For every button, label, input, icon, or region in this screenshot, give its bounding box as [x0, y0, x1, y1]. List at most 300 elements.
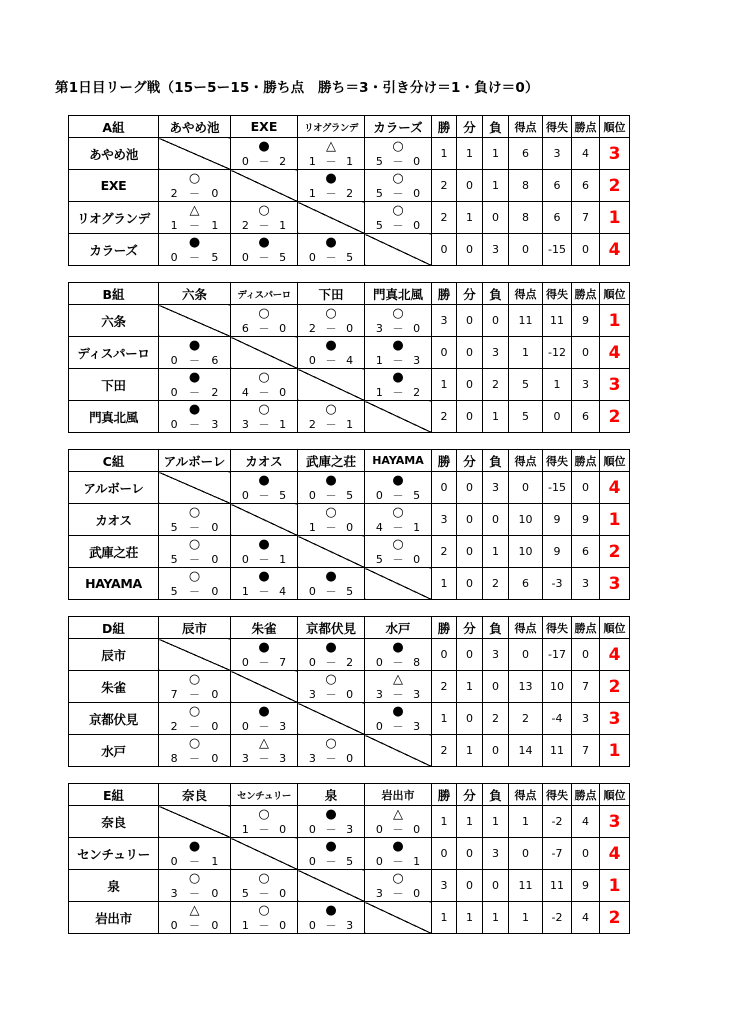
stat-value: 0	[432, 639, 457, 671]
stat-value: 2	[483, 369, 509, 401]
score-against: 1	[346, 418, 354, 431]
score-dash: －	[325, 585, 337, 598]
result-win-icon: ○	[392, 171, 404, 186]
team-name: リオグランデ	[69, 202, 159, 234]
match-score	[298, 823, 364, 836]
group-name: A組	[69, 116, 159, 138]
score-dash: －	[188, 720, 200, 733]
result-win-icon: ○	[325, 306, 337, 321]
table-row	[69, 703, 630, 735]
score-dash: －	[188, 887, 200, 900]
stat-value: -7	[543, 838, 572, 870]
score-against: 0	[211, 887, 219, 900]
stat-value: 1	[457, 902, 483, 934]
match-result	[365, 472, 432, 504]
stat-value: 2	[432, 202, 457, 234]
self-match-cell	[231, 671, 298, 703]
score-for: 6	[241, 322, 249, 335]
stat-value: 9	[543, 536, 572, 568]
match-score	[159, 219, 230, 232]
match-result	[365, 504, 432, 536]
stat-value: 0	[457, 870, 483, 902]
stat-value: 6	[509, 138, 543, 170]
team-header: 武庫之荘	[298, 450, 365, 472]
team-header: 水戸	[365, 617, 432, 639]
score-dash: －	[392, 656, 404, 669]
stat-value: 1	[457, 806, 483, 838]
stat-value: 0	[483, 202, 509, 234]
match-score	[159, 752, 230, 765]
match-result	[298, 170, 365, 202]
stat-value: 11	[509, 305, 543, 337]
match-score	[365, 187, 431, 200]
match-result	[298, 305, 365, 337]
stat-value: 0	[483, 735, 509, 767]
team-header: EXE	[231, 116, 298, 138]
score-dash: －	[392, 553, 404, 566]
match-result	[298, 902, 365, 934]
result-win-icon: ○	[258, 402, 270, 417]
score-for: 5	[170, 521, 178, 534]
score-for: 5	[170, 585, 178, 598]
match-score	[231, 251, 297, 264]
table-row	[69, 401, 630, 433]
score-against: 1	[279, 219, 287, 232]
match-result	[365, 639, 432, 671]
score-against: 0	[346, 688, 354, 701]
team-header: 岩出市	[365, 784, 432, 806]
match-result	[298, 337, 365, 369]
stat-value: 6	[572, 401, 600, 433]
match-result	[159, 202, 231, 234]
match-result	[231, 735, 298, 767]
team-header: カオス	[231, 450, 298, 472]
team-name: 京都伏見	[69, 703, 159, 735]
score-against: 2	[211, 386, 219, 399]
self-match-cell	[159, 806, 231, 838]
match-result	[159, 369, 231, 401]
stat-header: 勝	[432, 784, 457, 806]
stat-header: 順位	[600, 116, 630, 138]
stat-header: 分	[457, 116, 483, 138]
score-dash: －	[325, 418, 337, 431]
stat-header: 分	[457, 784, 483, 806]
stat-value: 3	[483, 234, 509, 266]
score-for: 3	[375, 322, 383, 335]
score-for: 0	[241, 553, 249, 566]
score-against: 2	[413, 386, 421, 399]
stat-value: 8	[509, 202, 543, 234]
match-result	[365, 170, 432, 202]
score-dash: －	[392, 219, 404, 232]
score-dash: －	[392, 855, 404, 868]
self-match-cell	[231, 170, 298, 202]
score-against: 3	[346, 823, 354, 836]
match-score	[159, 354, 230, 367]
score-dash: －	[258, 322, 270, 335]
score-against: 0	[211, 720, 219, 733]
team-header: 門真北風	[365, 283, 432, 305]
stat-value: 3	[572, 703, 600, 735]
score-for: 7	[170, 688, 178, 701]
stat-value: 1	[457, 138, 483, 170]
score-against: 0	[413, 887, 421, 900]
score-against: 5	[211, 251, 219, 264]
score-dash: －	[258, 251, 270, 264]
score-against: 0	[413, 155, 421, 168]
match-score	[298, 354, 364, 367]
score-dash: －	[188, 521, 200, 534]
team-header: リオグランデ	[298, 116, 365, 138]
score-dash: －	[258, 720, 270, 733]
result-loss-icon: ●	[258, 139, 270, 154]
result-win-icon: ○	[325, 505, 337, 520]
match-score	[298, 585, 364, 598]
match-score	[231, 823, 297, 836]
table-row	[69, 472, 630, 504]
team-header: HAYAMA	[365, 450, 432, 472]
stat-value: 3	[432, 870, 457, 902]
score-dash: －	[325, 251, 337, 264]
match-result	[231, 401, 298, 433]
score-dash: －	[392, 489, 404, 502]
score-against: 0	[279, 919, 287, 932]
score-dash: －	[258, 823, 270, 836]
result-win-icon: ○	[188, 704, 201, 719]
result-win-icon: ○	[258, 203, 270, 218]
stat-value: -2	[543, 902, 572, 934]
stat-value: 0	[509, 472, 543, 504]
score-dash: －	[258, 656, 270, 669]
score-against: 5	[346, 251, 354, 264]
match-score	[298, 489, 364, 502]
table-row	[69, 639, 630, 671]
score-for: 0	[241, 251, 249, 264]
stat-value: 1	[483, 170, 509, 202]
stat-value: 6	[543, 170, 572, 202]
score-for: 0	[170, 354, 178, 367]
stat-value: 0	[457, 703, 483, 735]
match-score	[231, 585, 297, 598]
score-against: 0	[413, 823, 421, 836]
stat-header: 負	[483, 450, 509, 472]
stat-value: -15	[543, 234, 572, 266]
stat-header: 得失	[543, 784, 572, 806]
rank-value: 3	[600, 568, 630, 600]
self-match-cell	[231, 504, 298, 536]
result-win-icon: ○	[188, 171, 201, 186]
score-against: 0	[211, 752, 219, 765]
team-name: ディスパーロ	[69, 337, 159, 369]
rank-value: 4	[600, 234, 630, 266]
match-score	[365, 489, 431, 502]
match-score	[365, 155, 431, 168]
score-dash: －	[188, 418, 200, 431]
league-table-4	[68, 616, 630, 767]
stat-value: 1	[432, 138, 457, 170]
result-loss-icon: ●	[188, 370, 201, 385]
score-against: 3	[413, 720, 421, 733]
match-score	[159, 521, 230, 534]
result-win-icon: ○	[188, 505, 201, 520]
team-name: EXE	[69, 170, 159, 202]
result-win-icon: ○	[188, 569, 201, 584]
stat-value: 3	[432, 305, 457, 337]
team-header: あやめ池	[159, 116, 231, 138]
team-header: 京都伏見	[298, 617, 365, 639]
stat-value: 1	[483, 401, 509, 433]
result-draw-icon: △	[326, 139, 336, 154]
match-result	[159, 337, 231, 369]
rank-value: 4	[600, 337, 630, 369]
stat-value: -17	[543, 639, 572, 671]
score-against: 3	[279, 752, 287, 765]
match-result	[298, 401, 365, 433]
match-result	[231, 902, 298, 934]
score-for: 5	[375, 553, 383, 566]
score-against: 0	[413, 553, 421, 566]
match-score	[298, 322, 364, 335]
match-result	[365, 838, 432, 870]
match-result	[298, 138, 365, 170]
score-against: 5	[279, 489, 287, 502]
self-match-cell	[298, 369, 365, 401]
stat-header: 順位	[600, 283, 630, 305]
stat-value: 0	[432, 472, 457, 504]
stat-header: 得点	[509, 283, 543, 305]
stat-value: 0	[572, 639, 600, 671]
score-against: 1	[413, 855, 421, 868]
score-for: 0	[241, 656, 249, 669]
score-against: 5	[413, 489, 421, 502]
match-result	[231, 870, 298, 902]
stat-value: 9	[572, 305, 600, 337]
stat-header: 勝点	[572, 283, 600, 305]
score-for: 3	[308, 752, 316, 765]
team-name: 辰市	[69, 639, 159, 671]
score-for: 0	[375, 720, 383, 733]
score-dash: －	[258, 386, 270, 399]
score-dash: －	[392, 688, 404, 701]
result-loss-icon: ●	[325, 807, 337, 822]
score-against: 8	[413, 656, 421, 669]
score-against: 3	[413, 354, 421, 367]
score-for: 0	[170, 386, 178, 399]
result-loss-icon: ●	[258, 569, 270, 584]
stat-value: 3	[483, 337, 509, 369]
score-dash: －	[188, 688, 200, 701]
match-score	[159, 418, 230, 431]
stat-header: 得点	[509, 450, 543, 472]
score-for: 0	[241, 155, 249, 168]
table-row	[69, 337, 630, 369]
result-win-icon: ○	[325, 402, 337, 417]
score-against: 0	[279, 322, 287, 335]
score-dash: －	[325, 354, 337, 367]
table-row	[69, 504, 630, 536]
stat-value: 11	[543, 735, 572, 767]
match-result	[365, 202, 432, 234]
score-dash: －	[258, 919, 270, 932]
rank-value: 1	[600, 870, 630, 902]
self-match-cell	[298, 536, 365, 568]
stat-value: 0	[432, 838, 457, 870]
match-result	[231, 138, 298, 170]
match-score	[231, 418, 297, 431]
team-header: カラーズ	[365, 116, 432, 138]
score-against: 1	[211, 855, 219, 868]
rank-value: 3	[600, 806, 630, 838]
stat-value: 0	[572, 838, 600, 870]
match-score	[365, 823, 431, 836]
match-result	[159, 234, 231, 266]
header-row	[69, 116, 630, 138]
match-score	[298, 688, 364, 701]
stat-value: 4	[572, 806, 600, 838]
score-against: 0	[211, 585, 219, 598]
match-score	[365, 656, 431, 669]
result-loss-icon: ●	[325, 569, 337, 584]
stat-value: 0	[483, 504, 509, 536]
stat-header: 得失	[543, 283, 572, 305]
score-for: 3	[375, 887, 383, 900]
stat-value: 10	[509, 536, 543, 568]
page-title: 第1日目リーグ戦（15ー5ー15・勝ち点 勝ち＝3・引き分け＝1・負け＝0）	[55, 80, 539, 96]
score-dash: －	[392, 823, 404, 836]
rank-value: 1	[600, 735, 630, 767]
score-against: 3	[279, 720, 287, 733]
score-against: 5	[346, 855, 354, 868]
score-against: 0	[413, 187, 421, 200]
match-result	[231, 703, 298, 735]
result-win-icon: ○	[188, 871, 201, 886]
score-dash: －	[325, 823, 337, 836]
league-table-2	[68, 282, 630, 433]
result-draw-icon: △	[393, 672, 403, 687]
match-score	[159, 887, 230, 900]
match-score	[231, 887, 297, 900]
score-for: 0	[170, 919, 178, 932]
result-win-icon: ○	[392, 203, 404, 218]
score-dash: －	[392, 322, 404, 335]
result-win-icon: ○	[258, 370, 270, 385]
score-dash: －	[258, 155, 270, 168]
team-header: 六条	[159, 283, 231, 305]
stat-header: 分	[457, 617, 483, 639]
stat-value: 13	[509, 671, 543, 703]
stat-value: 7	[572, 202, 600, 234]
result-draw-icon: △	[189, 903, 200, 918]
stat-value: 2	[483, 568, 509, 600]
table-row	[69, 870, 630, 902]
team-header: 奈良	[159, 784, 231, 806]
stat-value: 9	[572, 504, 600, 536]
match-score	[298, 656, 364, 669]
match-result	[159, 671, 231, 703]
score-for: 1	[170, 219, 178, 232]
team-name: 水戸	[69, 735, 159, 767]
score-dash: －	[188, 386, 200, 399]
result-loss-icon: ●	[325, 839, 337, 854]
stat-value: 14	[509, 735, 543, 767]
group-name: C組	[69, 450, 159, 472]
stat-header: 得点	[509, 617, 543, 639]
score-for: 0	[170, 418, 178, 431]
table-row	[69, 838, 630, 870]
match-result	[159, 401, 231, 433]
score-against: 0	[413, 219, 421, 232]
header-row	[69, 617, 630, 639]
stat-value: 2	[432, 671, 457, 703]
stat-value: 1	[543, 369, 572, 401]
match-result	[159, 536, 231, 568]
result-loss-icon: ●	[392, 839, 404, 854]
table-row	[69, 369, 630, 401]
stat-header: 負	[483, 283, 509, 305]
match-result	[365, 337, 432, 369]
rank-value: 2	[600, 902, 630, 934]
result-draw-icon: △	[259, 736, 269, 751]
score-for: 2	[170, 187, 178, 200]
team-header: センチュリー	[231, 784, 298, 806]
score-dash: －	[392, 887, 404, 900]
stat-value: 0	[543, 401, 572, 433]
score-against: 3	[211, 418, 219, 431]
stat-value: 1	[432, 703, 457, 735]
result-loss-icon: ●	[392, 370, 404, 385]
stat-value: 10	[509, 504, 543, 536]
stat-value: 9	[572, 870, 600, 902]
score-against: 1	[279, 553, 287, 566]
stat-value: 0	[509, 639, 543, 671]
team-name: カラーズ	[69, 234, 159, 266]
score-dash: －	[188, 251, 200, 264]
stat-value: 0	[457, 337, 483, 369]
score-dash: －	[188, 752, 200, 765]
stat-value: 1	[509, 806, 543, 838]
result-loss-icon: ●	[258, 473, 270, 488]
stat-value: 0	[457, 504, 483, 536]
group-name: E組	[69, 784, 159, 806]
result-loss-icon: ●	[188, 839, 201, 854]
stat-value: 5	[509, 369, 543, 401]
score-for: 0	[308, 855, 316, 868]
self-match-cell	[298, 703, 365, 735]
stat-value: 0	[457, 401, 483, 433]
score-against: 0	[346, 752, 354, 765]
stat-header: 勝	[432, 617, 457, 639]
score-for: 2	[308, 322, 316, 335]
stat-value: 0	[457, 234, 483, 266]
match-result	[231, 305, 298, 337]
match-result	[298, 838, 365, 870]
score-against: 2	[279, 155, 287, 168]
header-row	[69, 283, 630, 305]
table-row	[69, 202, 630, 234]
score-dash: －	[392, 386, 404, 399]
score-against: 4	[279, 585, 287, 598]
score-for: 3	[241, 752, 249, 765]
match-score	[365, 354, 431, 367]
score-for: 0	[308, 489, 316, 502]
result-win-icon: ○	[392, 505, 404, 520]
match-score	[365, 521, 431, 534]
score-for: 3	[170, 887, 178, 900]
score-for: 0	[308, 251, 316, 264]
stat-header: 勝点	[572, 784, 600, 806]
stat-value: 4	[572, 902, 600, 934]
group-name: D組	[69, 617, 159, 639]
